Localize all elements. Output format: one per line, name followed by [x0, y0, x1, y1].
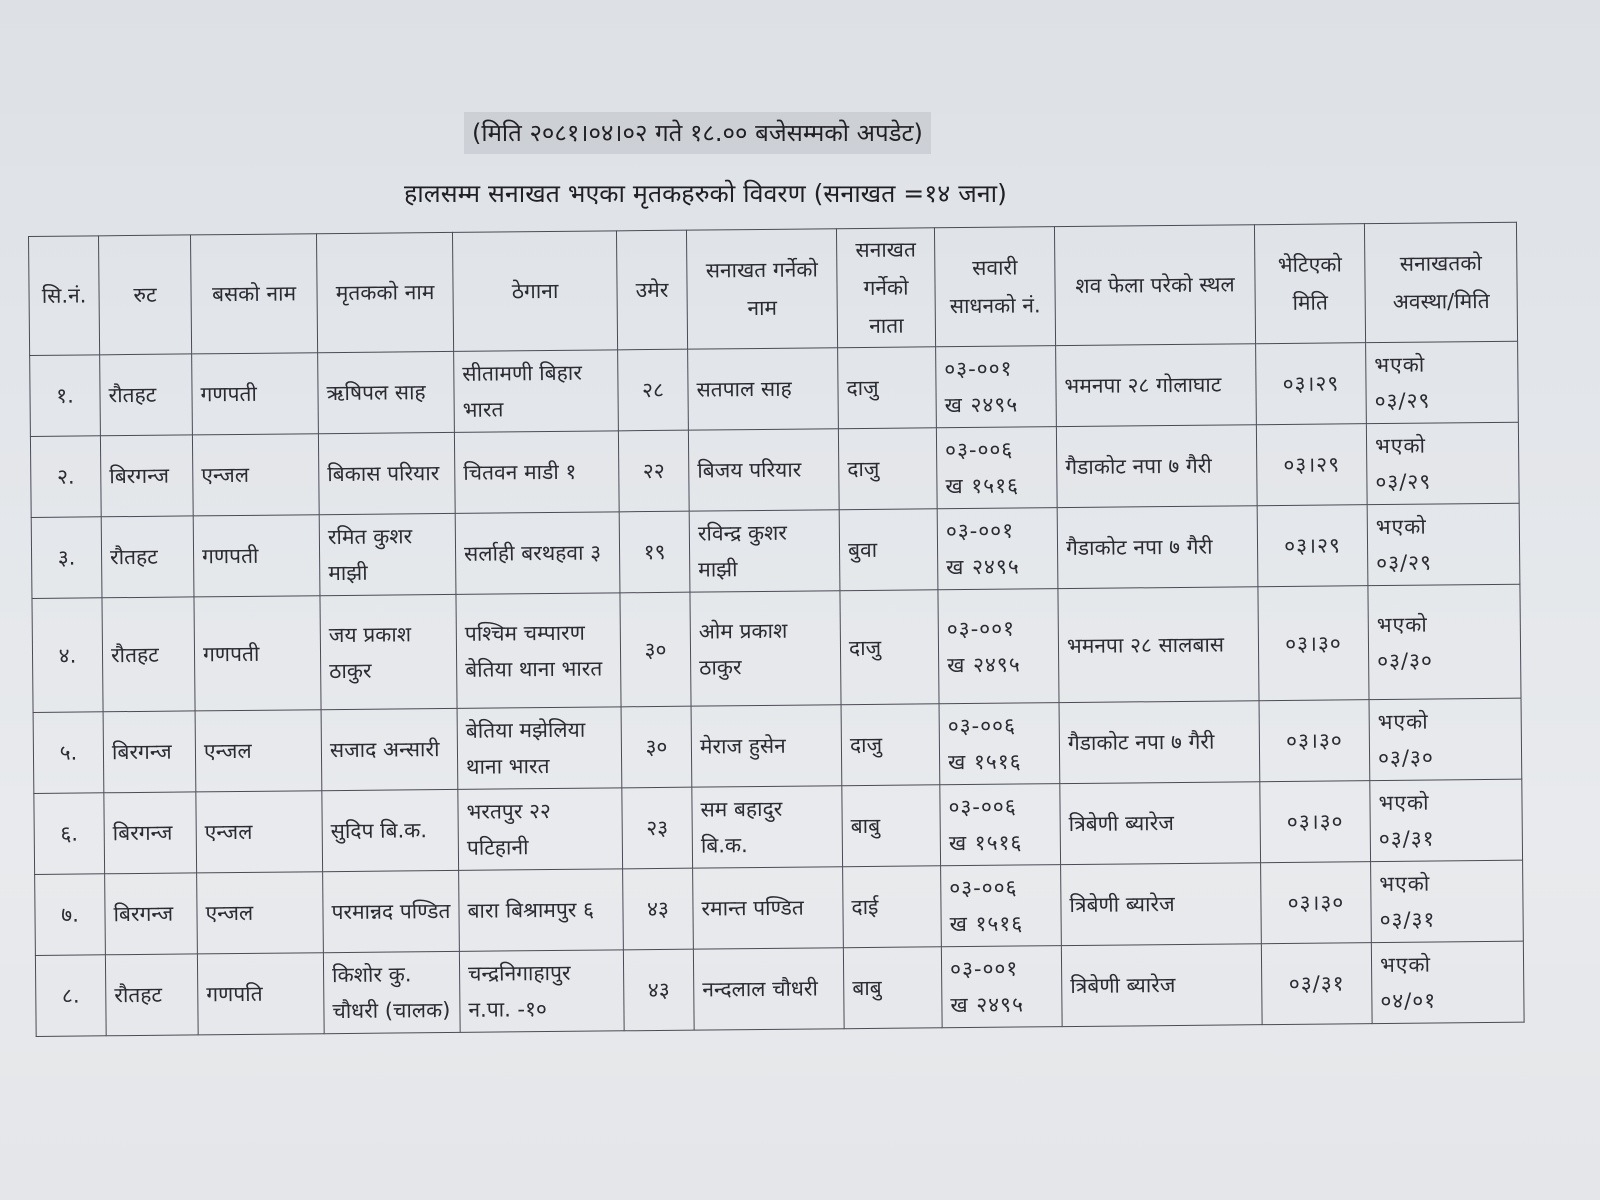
cell-serial: ८. — [35, 955, 106, 1037]
cell-body-found-location: त्रिबेणी ब्यारेज — [1060, 782, 1261, 865]
cell-deceased-name: रमित कुशर माझी — [319, 513, 456, 595]
status-date: ०३/३१ — [1378, 826, 1435, 852]
cell-vehicle-number — [941, 946, 1062, 1028]
vehicle-route-code: ०३-००१ — [949, 956, 1019, 982]
cell-deceased-name: सुदिप बि.क. — [322, 789, 459, 871]
cell-route: रौतहट — [105, 954, 198, 1036]
table-row — [35, 941, 1524, 1036]
table-header-row — [29, 222, 1518, 355]
cell-serial: ३. — [31, 517, 102, 599]
cell-vehicle-number — [937, 508, 1058, 590]
cell-identifier-name: सम बहादुर बि.क. — [692, 786, 843, 868]
vehicle-route-code: ०३-००१ — [944, 356, 1013, 382]
cell-route: बिरगन्ज — [100, 435, 193, 517]
cell-body-found-location: त्रिबेणी ब्यारेज — [1061, 944, 1262, 1027]
cell-route: रौतहट — [102, 597, 195, 712]
table-row — [35, 860, 1524, 955]
cell-serial: ४. — [32, 598, 103, 713]
vehicle-plate: ख २४९५ — [946, 554, 1020, 580]
cell-found-date: ०३/३१ — [1261, 943, 1372, 1025]
cell-address: बेतिया मझेलिया थाना भारत — [457, 707, 622, 790]
cell-deceased-name: ऋषिपल साह — [318, 351, 455, 433]
cell-relation: बुवा — [839, 509, 938, 591]
cell-route: बिरगन्ज — [105, 873, 198, 955]
table-row — [31, 503, 1520, 598]
victims-table-container — [28, 222, 1524, 1037]
cell-identifier-name: रविन्द्र कुशर माझी — [689, 510, 840, 592]
status-label: भएको — [1378, 790, 1430, 816]
cell-address: पश्चिम चम्पारण बेतिया थाना भारत — [456, 593, 621, 709]
cell-relation: बाबु — [843, 947, 942, 1029]
cell-bus-name: एन्जल — [195, 710, 322, 792]
vehicle-plate: ख १५१६ — [947, 749, 1022, 775]
status-date: ०३/२९ — [1374, 388, 1431, 414]
cell-bus-name: गणपती — [193, 515, 320, 597]
cell-address: सीतामणी बिहार भारत — [454, 350, 619, 433]
cell-serial: ६. — [34, 793, 105, 875]
cell-body-found-location: गैडाकोट नपा ७ गैरी — [1059, 701, 1260, 784]
cell-address: चन्द्रनिगाहापुर न.पा. -१० — [459, 950, 624, 1033]
cell-bus-name: एन्जल — [192, 434, 319, 516]
cell-deceased-name: सजाद अन्सारी — [321, 708, 458, 790]
col-header-age: उमेर — [616, 230, 687, 350]
cell-relation: बाबु — [842, 785, 941, 867]
cell-relation: दाई — [843, 866, 942, 948]
table-row — [30, 422, 1519, 517]
status-label: भएको — [1374, 352, 1426, 378]
cell-age: ३० — [621, 706, 692, 788]
vehicle-plate: ख १५१६ — [945, 473, 1020, 499]
cell-found-date: ०३।३० — [1261, 862, 1372, 944]
cell-relation: दाजु — [840, 590, 939, 705]
cell-bus-name: गणपती — [194, 596, 321, 711]
cell-found-date: ०३।३० — [1260, 781, 1371, 863]
cell-relation: दाजु — [838, 347, 937, 429]
cell-vehicle-number — [941, 865, 1062, 947]
cell-identification-status — [1367, 503, 1520, 585]
cell-deceased-name: जय प्रकाश ठाकुर — [320, 594, 457, 709]
vehicle-plate: ख २४९५ — [947, 651, 1021, 677]
cell-serial: ५. — [33, 712, 104, 794]
cell-age: ४३ — [623, 868, 694, 950]
vehicle-plate: ख २४९५ — [944, 392, 1019, 418]
cell-bus-name: एन्जल — [197, 872, 324, 954]
vehicle-route-code: ०३-००१ — [945, 518, 1015, 544]
cell-address: बारा बिश्रामपुर ६ — [459, 869, 624, 952]
cell-identification-status — [1371, 860, 1524, 942]
cell-deceased-name: परमान्नद पण्डित — [323, 870, 460, 952]
col-header-vehicle-number: सवारी साधनको नं. — [934, 227, 1055, 347]
cell-bus-name: एन्जल — [196, 791, 323, 873]
cell-identifier-name: रमान्त पण्डित — [693, 867, 844, 949]
cell-age: १९ — [619, 511, 690, 593]
cell-route: रौतहट — [101, 516, 194, 598]
cell-body-found-location: गैडाकोट नपा ७ गैरी — [1056, 425, 1257, 508]
cell-found-date: ०३।२९ — [1256, 343, 1367, 425]
vehicle-route-code: ०३-००१ — [946, 616, 1016, 641]
vehicle-plate: ख १५१६ — [949, 911, 1024, 937]
vehicle-plate: ख २४९५ — [950, 992, 1025, 1018]
cell-identification-status — [1370, 779, 1523, 861]
col-header-bus-name: बसको नाम — [190, 234, 317, 354]
status-label: भएको — [1375, 514, 1427, 540]
col-header-address: ठेगाना — [452, 231, 617, 352]
cell-serial: २. — [30, 436, 101, 518]
cell-bus-name: गणपती — [192, 353, 319, 435]
col-header-deceased-name: मृतकको नाम — [316, 232, 453, 352]
cell-age: ३० — [620, 592, 691, 707]
status-label: भएको — [1379, 871, 1431, 897]
status-date: ०३/२९ — [1376, 550, 1433, 576]
cell-route: बिरगन्ज — [103, 711, 196, 793]
table-row — [30, 341, 1519, 436]
col-header-found-date: भेटिएको मिति — [1254, 224, 1365, 344]
cell-identifier-name: सतपाल साह — [688, 348, 839, 430]
cell-age: २३ — [622, 787, 693, 869]
cell-age: २२ — [618, 430, 689, 512]
table-row — [34, 779, 1523, 874]
cell-identification-status — [1371, 941, 1524, 1023]
document-title: हालसम्म सनाखत भएका मृतकहरुको विवरण (सनाखत =१४ जना) — [404, 179, 1007, 208]
vehicle-route-code: ०३-००६ — [948, 794, 1017, 820]
cell-address: भरतपुर २२ पटिहानी — [458, 788, 623, 871]
cell-serial: १. — [30, 355, 101, 437]
cell-found-date: ०३।३० — [1259, 700, 1370, 782]
cell-address: सर्लाही बरथहवा ३ — [455, 512, 620, 595]
vehicle-plate: ख १५१६ — [948, 830, 1023, 856]
col-header-body-found-location: शव फेला परेको स्थल — [1054, 225, 1255, 346]
status-date: ०४/०१ — [1380, 988, 1437, 1014]
cell-identification-status — [1366, 341, 1519, 423]
cell-found-date: ०३।२९ — [1257, 505, 1368, 587]
cell-vehicle-number — [940, 784, 1061, 866]
cell-vehicle-number — [936, 427, 1057, 509]
cell-vehicle-number — [936, 346, 1057, 428]
cell-body-found-location: भमनपा २८ सालबास — [1058, 587, 1259, 703]
vehicle-route-code: ०३-००६ — [944, 437, 1014, 463]
cell-deceased-name: किशोर कु. चौधरी (चालक) — [323, 951, 460, 1033]
cell-found-date: ०३।३० — [1258, 586, 1369, 701]
cell-identifier-name: ओम प्रकाश ठाकुर — [690, 591, 841, 706]
col-header-route: रुट — [99, 235, 192, 355]
cell-age: २८ — [618, 349, 689, 431]
status-date: ०३/३० — [1377, 648, 1434, 673]
status-label: भएको — [1379, 952, 1432, 978]
cell-relation: दाजु — [841, 704, 940, 786]
cell-body-found-location: गैडाकोट नपा ७ गैरी — [1057, 506, 1258, 589]
cell-identifier-name: बिजय परियार — [688, 429, 839, 511]
cell-identifier-name: मेराज हुसेन — [691, 705, 842, 787]
status-date: ०३/२९ — [1375, 469, 1432, 495]
vehicle-route-code: ०३-००६ — [947, 713, 1017, 739]
status-label: भएको — [1374, 433, 1427, 459]
cell-address: चितवन माडी १ — [454, 431, 619, 514]
cell-identifier-name: नन्दलाल चौधरी — [693, 948, 844, 1030]
update-timestamp-line: (मिति २०८१।०४।०२ गते १८.०० बजेसम्मको अपडेट) — [464, 112, 931, 154]
status-date: ०३/३० — [1377, 745, 1434, 771]
cell-serial: ७. — [35, 874, 106, 956]
cell-identification-status — [1366, 422, 1519, 504]
vehicle-route-code: ०३-००६ — [949, 875, 1018, 901]
col-header-serial: सि.नं. — [29, 236, 100, 356]
cell-deceased-name: बिकास परियार — [318, 432, 455, 514]
status-label: भएको — [1377, 709, 1429, 735]
cell-relation: दाजु — [838, 428, 937, 510]
cell-route: बिरगन्ज — [104, 792, 197, 874]
col-header-identifier-name: सनाखत गर्नेको नाम — [686, 229, 837, 349]
victims-table — [28, 222, 1525, 1037]
col-header-relation: सनाखत गर्नेको नाता — [836, 228, 935, 348]
cell-vehicle-number — [938, 589, 1059, 704]
cell-route: रौतहट — [100, 354, 193, 436]
status-label: भएको — [1376, 612, 1428, 637]
cell-bus-name: गणपति — [197, 953, 324, 1035]
cell-body-found-location: भमनपा २८ गोलाघाट — [1056, 344, 1257, 427]
table-row — [33, 698, 1522, 793]
cell-identification-status — [1368, 584, 1521, 699]
cell-vehicle-number — [939, 703, 1060, 785]
cell-body-found-location: त्रिबेणी ब्यारेज — [1061, 863, 1262, 946]
cell-age: ४३ — [623, 949, 694, 1031]
table-row — [32, 584, 1521, 712]
cell-found-date: ०३।२९ — [1256, 424, 1367, 506]
col-header-identification-status: सनाखतको अवस्था/मिति — [1364, 222, 1517, 342]
status-date: ०३/३१ — [1379, 907, 1436, 933]
cell-identification-status — [1369, 698, 1522, 780]
